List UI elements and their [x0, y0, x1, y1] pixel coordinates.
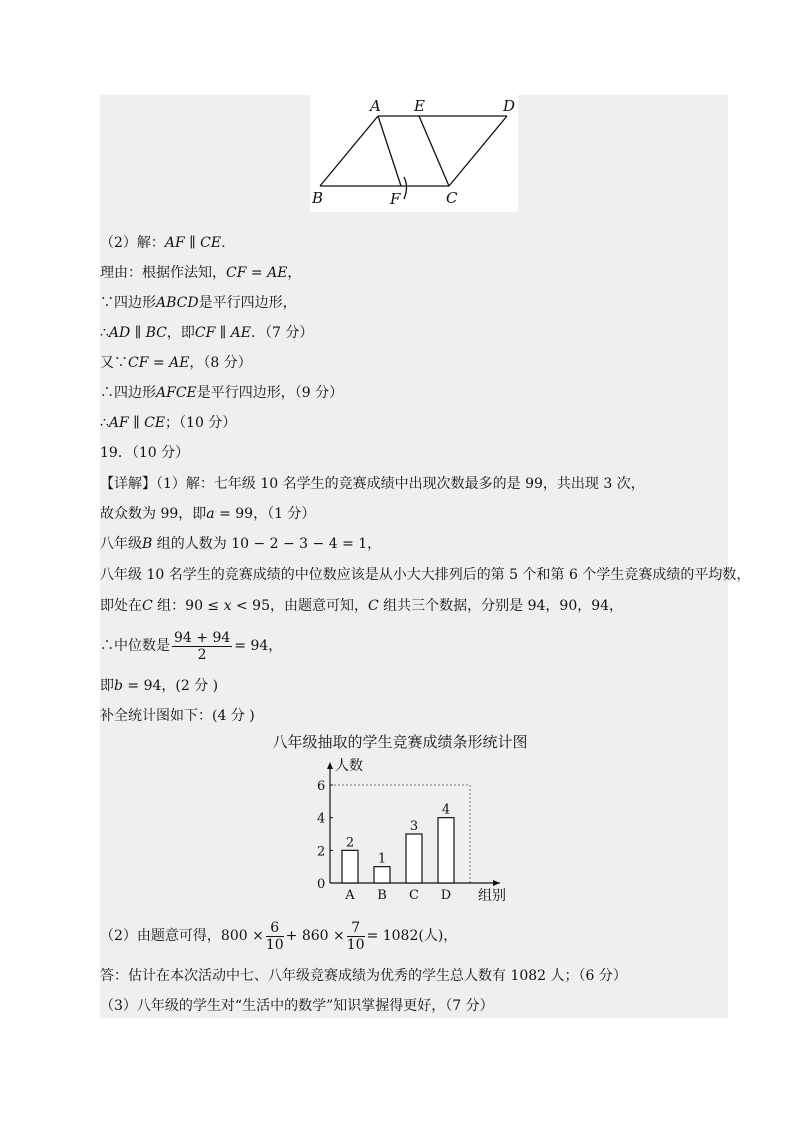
- math-cf-ae: CF ∥ AE: [194, 325, 252, 341]
- line-part2-calc: [100, 918, 457, 954]
- math-af-ce-2: AF ∥ CE: [108, 415, 166, 431]
- math-ad-bc: AD ∥ BC: [108, 325, 167, 341]
- parallelogram-figure: [310, 95, 518, 212]
- text-range-end: < 95，由题意可知，: [231, 598, 368, 614]
- text-therefore: ∴: [100, 325, 109, 341]
- line-ad-parallel-bc: [100, 323, 313, 343]
- bar-value-label: 4: [441, 802, 451, 818]
- fraction-num-6: 6: [266, 920, 284, 937]
- y-tick-label: 4: [317, 811, 326, 827]
- segment-DC: [449, 116, 507, 186]
- text-score-10: ；（10 分）: [165, 415, 237, 431]
- math-b: b: [114, 678, 123, 694]
- math-cf-2: CF: [128, 355, 149, 371]
- line-part2-answer: [100, 233, 235, 253]
- text-therefore-3: ∴: [100, 415, 109, 431]
- bar-value-label: 2: [345, 835, 355, 851]
- line-group-c: [100, 596, 623, 616]
- math-x: x: [223, 598, 232, 614]
- text-plus-860: + 860 ×: [285, 928, 345, 944]
- math-ae-2: AE: [169, 355, 190, 371]
- line-median-calc: [100, 628, 282, 664]
- line-part3: （3）八年级的学生对“生活中的数学”知识掌握得更好，（7 分）: [100, 998, 494, 1014]
- text-grade8: 八年级: [100, 536, 142, 552]
- text-median-result: = 94，: [234, 638, 283, 654]
- line-complete-chart: 补全统计图如下：(4 分 ): [100, 708, 255, 724]
- line-q19-header: 19．（10 分）: [100, 445, 190, 461]
- text-count: 组的人数为 10 − 2 − 3 − 4 = 1，: [152, 536, 382, 552]
- math-afce: AFCE: [156, 385, 197, 401]
- math-c-2: C: [367, 598, 379, 614]
- text-range: 组：90 ≤: [152, 598, 224, 614]
- math-b-group: B: [142, 536, 153, 552]
- compass-arc: [404, 177, 407, 199]
- bar-chart: [300, 750, 530, 910]
- text-score-9: 是平行四边形，（9 分）: [196, 385, 344, 401]
- bar-A: [342, 850, 358, 883]
- text-is-parallelogram: 是平行四边形，: [198, 295, 297, 311]
- fraction-den-10: 10: [265, 936, 284, 953]
- text-also-because: 又∵: [100, 355, 128, 371]
- y-axis-label: 人数: [335, 758, 363, 774]
- line-cf-eq-ae: [100, 353, 252, 373]
- y-axis-arrow: [327, 762, 333, 769]
- x-tick-label: B: [377, 888, 387, 903]
- bar-B: [374, 867, 390, 883]
- math-c: C: [142, 598, 153, 614]
- text-score-1: = 99，（1 分）: [214, 506, 316, 522]
- x-tick-label: C: [409, 888, 419, 903]
- x-axis-label: 组别: [478, 888, 506, 904]
- fraction-7-10: [347, 920, 365, 953]
- parallelogram-svg: [310, 95, 518, 212]
- math-a: a: [206, 506, 215, 522]
- y-tick-label: 0: [317, 877, 326, 892]
- label-D: D: [503, 97, 516, 115]
- line-b-value: [100, 676, 218, 696]
- bar-value-label: 1: [377, 851, 387, 867]
- line-group-b-count: [100, 534, 381, 554]
- text-mode: 故众数为 99，即: [100, 506, 207, 522]
- fraction-num-7: 7: [347, 920, 365, 937]
- text-calc-start: （2）由题意可得，800 ×: [100, 928, 264, 944]
- label-C: C: [446, 189, 458, 207]
- text-ie: ，即: [166, 325, 195, 341]
- math-cf: CF: [226, 265, 247, 281]
- label-B: B: [312, 189, 324, 207]
- y-tick-label: 2: [317, 844, 326, 860]
- text-values: 组共三个数据，分别是 94，90，94，: [378, 598, 624, 614]
- fraction-6-10: [266, 920, 284, 953]
- bar-value-label: 3: [409, 819, 419, 834]
- bar-D: [438, 818, 454, 883]
- x-axis-arrow: [493, 880, 500, 886]
- bar-C: [406, 834, 422, 883]
- text-therefore-2: ∴四边形: [100, 385, 156, 401]
- y-tick-label: 6: [317, 779, 326, 794]
- text-ie-2: 即: [100, 678, 114, 694]
- label-A: A: [370, 97, 381, 115]
- text-eq-2: =: [148, 355, 170, 371]
- line-afce-parallelogram: [100, 383, 343, 403]
- text-score-8: ，（8 分）: [189, 355, 252, 371]
- x-tick-label: D: [440, 888, 452, 903]
- fraction-numerator: 94 + 94: [174, 629, 231, 646]
- segment-AF: [378, 116, 401, 186]
- line-detail-1: 【详解】（1）解：七年级 10 名学生的竞赛成绩中出现次数最多的是 99，共出现 3 次，: [100, 476, 645, 492]
- text-score-2: = 94，(2 分 ): [122, 678, 219, 694]
- chart-title: 八年级抽取的学生竞赛成绩条形统计图: [272, 733, 528, 751]
- text-median-is: ∴中位数是: [100, 638, 170, 654]
- line-median-explain: 八年级 10 名学生的竞赛成绩的中位数应该是从小大大排列后的第 5 个和第 6 个学生竞赛成绩的平均数，: [100, 567, 751, 583]
- text-in: 即处在: [100, 598, 142, 614]
- fraction-den-10b: 10: [346, 936, 365, 953]
- segment-AB: [320, 116, 378, 186]
- line-answer: 答：估计在本次活动中七、八年级竞赛成绩为优秀的学生总人数有 1082 人；（6 分）: [100, 968, 627, 984]
- text-because: ∵四边形: [100, 295, 156, 311]
- text-score-7: ．（7 分）: [251, 325, 314, 341]
- math-af-parallel-ce: AF ∥ CE．: [164, 235, 236, 251]
- line-reason: [100, 263, 301, 283]
- segment-EC: [419, 116, 449, 186]
- text-part2: （2）解：: [100, 235, 165, 251]
- fraction-median: [172, 630, 232, 663]
- x-tick-label: A: [345, 888, 355, 903]
- line-mode: [100, 504, 315, 524]
- text-result-1082: = 1082(人)，: [366, 928, 458, 944]
- line-abcd-parallelogram: [100, 293, 297, 313]
- text-reason: 理由：根据作法知，: [100, 265, 226, 281]
- math-ae: AE: [267, 265, 288, 281]
- label-E: E: [414, 97, 425, 115]
- label-F: F: [390, 190, 401, 208]
- fraction-denominator: 2: [197, 646, 207, 663]
- line-conclusion: [100, 413, 236, 433]
- text-eq: =: [246, 265, 268, 281]
- math-abcd: ABCD: [156, 295, 199, 311]
- text-comma: ，: [287, 265, 302, 281]
